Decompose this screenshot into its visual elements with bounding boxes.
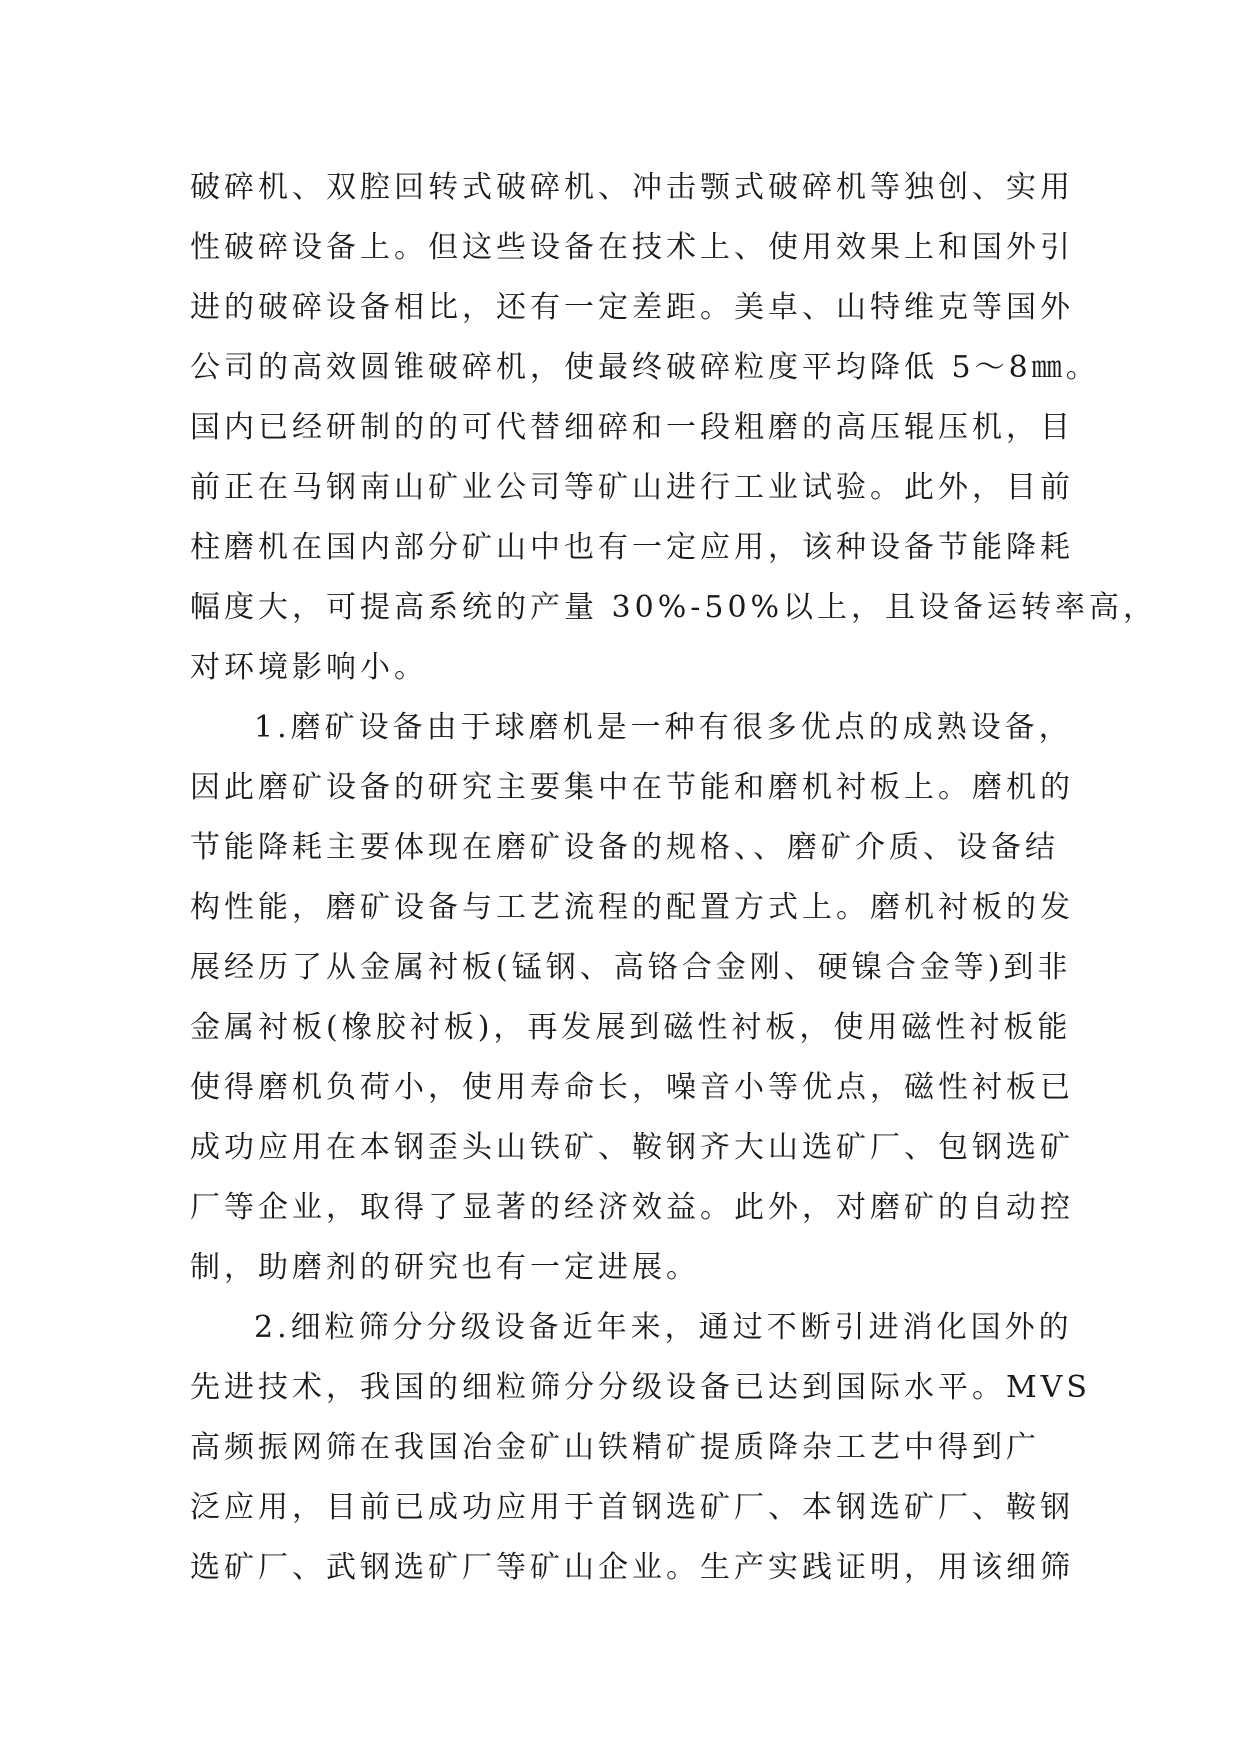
text-line: 先进技术，我国的细粒筛分分级设备已达到国际水平。MVS — [190, 1370, 1091, 1405]
text-line: 展经历了从金属衬板(锰钢、高铬合金刚、硬镍合金等)到非 — [190, 950, 1072, 985]
text-line: 节能降耗主要体现在磨矿设备的规格、、磨矿介质、设备结 — [190, 830, 1059, 865]
text-line: 泛应用，目前已成功应用于首钢选矿厂、本钢选矿厂、鞍钢 — [190, 1490, 1074, 1525]
text-line: 厂等企业，取得了显著的经济效益。此外，对磨矿的自动控 — [190, 1190, 1074, 1225]
text-line: 构性能，磨矿设备与工艺流程的配置方式上。磨机衬板的发 — [190, 890, 1074, 925]
paragraph-first-line: 1.磨矿设备由于球磨机是一种有很多优点的成熟设备， — [254, 710, 1073, 745]
text-line: 破碎机、双腔回转式破碎机、冲击颚式破碎机等独创、实用 — [190, 170, 1074, 205]
text-line: 前正在马钢南山矿业公司等矿山进行工业试验。此外，目前 — [190, 470, 1074, 505]
text-line: 选矿厂、武钢选矿厂等矿山企业。生产实践证明，用该细筛 — [190, 1550, 1074, 1585]
body-text — [190, 158, 1158, 1598]
paragraph-first-line: 2.细粒筛分分级设备近年来，通过不断引进消化国外的 — [254, 1310, 1073, 1345]
text-line: 柱磨机在国内部分矿山中也有一定应用，该种设备节能降耗 — [190, 530, 1074, 565]
text-line: 国内已经研制的的可代替细碎和一段粗磨的高压辊压机，目 — [190, 410, 1074, 445]
text-line: 进的破碎设备相比，还有一定差距。美卓、山特维克等国外 — [190, 290, 1074, 325]
text-line: 使得磨机负荷小，使用寿命长，噪音小等优点，磁性衬板已 — [190, 1070, 1074, 1105]
text-line: 性破碎设备上。但这些设备在技术上、使用效果上和国外引 — [190, 230, 1074, 265]
text-line: 公司的高效圆锥破碎机，使最终破碎粒度平均降低 5～8㎜。 — [190, 350, 1100, 385]
text-line: 金属衬板(橡胶衬板)，再发展到磁性衬板，使用磁性衬板能 — [190, 1010, 1072, 1045]
text-line: 成功应用在本钢歪头山铁矿、鞍钢齐大山选矿厂、包钢选矿 — [190, 1130, 1074, 1165]
text-line: 高频振网筛在我国冶金矿山铁精矿提质降杂工艺中得到广 — [190, 1430, 1040, 1465]
text-line: 幅度大，可提高系统的产量 30%-50%以上，且设备运转率高， — [190, 590, 1158, 625]
text-line: 因此磨矿设备的研究主要集中在节能和磨机衬板上。磨机的 — [190, 770, 1074, 805]
text-line: 对环境影响小。 — [190, 650, 428, 685]
text-line: 制，助磨剂的研究也有一定进展。 — [190, 1250, 700, 1285]
